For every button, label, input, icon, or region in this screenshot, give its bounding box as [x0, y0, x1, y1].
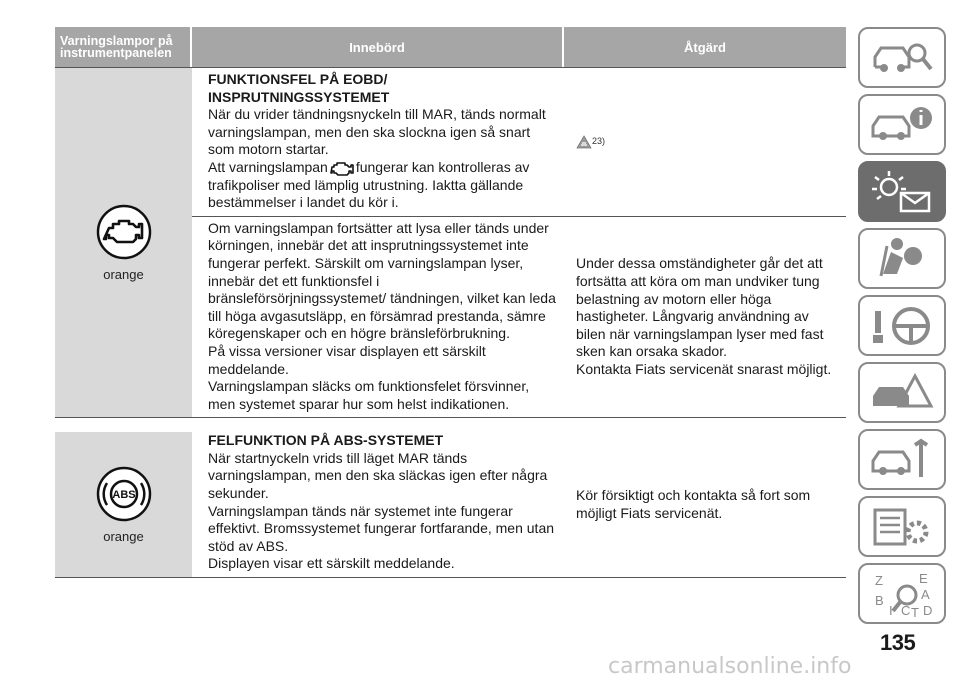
chapter-tabs	[858, 27, 954, 630]
action-cell	[564, 68, 846, 216]
row-text: Om varningslampan fortsätter att lysa eller tänds under körningen, innebär det att insprutningssystemet inte fungerar perfekt. Särskilt om varningslampan lyser, innebär det ett funktionsfel i bränsleförsörjningssystemet/ tändningen, vilket kan leda till höga avgasutsläpp, en försämrad prestanda, sämre köregenskaper och en högre bränsleförbrukning.	[208, 219, 556, 342]
engine-lamp-group	[55, 68, 846, 417]
index-letter: T	[911, 604, 919, 619]
tab-car-info[interactable]	[858, 94, 946, 155]
lamp-color-label: orange	[103, 267, 144, 283]
action-text: Kör försiktigt och kontakta så fort som möjligt Fiats servicenät.	[576, 487, 811, 521]
table-row	[192, 217, 846, 418]
car-service-icon	[867, 435, 937, 485]
row-text-after-icon: fungerar kan kontrolleras av trafikpoliser med lämplig utrustning. Iaktta gällande bestämmelser i landet du kör i.	[208, 158, 530, 211]
action-text: Under dessa omständigheter går det att fortsätta att köra om man undviker tung belastning av motorn eller höga hastigheter. Långvarig användning av bilen när varningslampan lyser med fast sken kan orsaka skador.	[576, 255, 824, 360]
specs-gear-icon	[867, 502, 937, 552]
tab-safety[interactable]	[858, 228, 946, 289]
header-action: Åtgärd	[564, 27, 846, 67]
index-letter: E	[919, 570, 928, 586]
index-letter: D	[923, 602, 933, 618]
car-warning-icon	[867, 368, 937, 418]
meaning-cell	[192, 68, 564, 216]
watermark: carmanualsonline.info	[608, 654, 852, 679]
alphabetical-index-icon	[867, 569, 937, 619]
row-text: Varningslampan släcks om funktionsfelet försvinner, men systemet sparar hur som helst indikationen.	[208, 378, 530, 412]
engine-check-icon	[95, 203, 153, 261]
tab-index[interactable]	[858, 563, 946, 624]
divider	[55, 577, 846, 578]
table-row	[192, 432, 846, 577]
meaning-cell	[192, 217, 564, 418]
car-search-icon	[867, 33, 937, 83]
table-header	[55, 27, 846, 67]
action-text: Kontakta Fiats servicenät snarast möjligt.	[576, 361, 832, 377]
action-cell	[564, 432, 846, 577]
tab-driving[interactable]	[858, 295, 946, 356]
row-text: När du vrider tändningsnyckeln till MAR, tänds normalt varningslampan, men den ska slockna igen så snart som motorn startar.	[208, 106, 546, 158]
lamp-cell	[55, 68, 192, 417]
row-text: Displayen visar ett särskilt meddelande.	[208, 555, 455, 572]
spacer	[55, 418, 846, 432]
row-title: FELFUNKTION PÅ ABS-SYSTEMET	[208, 432, 444, 449]
row-text: Varningslampan tänds när systemet inte fungerar effektivt. Bromssystemet fungerar fortfarande, men utan stöd av ABS.	[208, 502, 555, 554]
meaning-cell	[192, 432, 564, 577]
warning-lights-table	[55, 27, 846, 578]
row-title: FUNKTIONSFEL PÅ EOBD/ INSPRUTNINGSSYSTEMET	[208, 71, 390, 105]
tab-specs[interactable]	[858, 496, 946, 557]
index-letter: C	[901, 602, 911, 618]
index-letter: I	[889, 602, 893, 618]
table-row	[192, 68, 846, 217]
tab-car-search[interactable]	[858, 27, 946, 88]
engine-lamp-rows	[192, 68, 846, 417]
row-text: När startnyckeln vrids till läget MAR tänds varningslampan, men den ska släckas igen efter några sekunder.	[208, 449, 548, 502]
car-info-icon	[867, 100, 937, 150]
index-letter: B	[875, 592, 884, 608]
row-text-before-icon: Att varningslampan	[208, 158, 328, 175]
lamp-color-label: orange	[103, 529, 144, 545]
abs-lamp-rows	[192, 432, 846, 577]
airbag-seat-icon	[867, 234, 937, 284]
lamp-cell	[55, 432, 192, 577]
warning-light-message-icon	[867, 167, 937, 217]
engine-inline-icon	[330, 160, 354, 176]
action-cell	[564, 217, 846, 418]
note-reference: 23)	[592, 136, 606, 147]
tab-maintenance[interactable]	[858, 429, 946, 490]
abs-icon	[95, 465, 153, 523]
tab-warning-lights[interactable]	[858, 161, 946, 222]
warning-triangle-icon	[576, 135, 592, 149]
index-letter: A	[921, 586, 930, 602]
header-lamps-line1: Varningslampor på	[60, 34, 173, 48]
abs-lamp-group	[55, 432, 846, 577]
header-meaning: Innebörd	[192, 27, 564, 67]
steering-wheel-icon	[867, 301, 937, 351]
row-text-inline	[208, 159, 558, 212]
row-text: På vissa versioner visar displayen ett särskilt meddelande.	[208, 342, 486, 377]
abs-icon-text: ABS	[111, 489, 136, 502]
index-letter: Z	[875, 572, 883, 588]
page-number: 135	[880, 630, 916, 655]
header-lamps-line2: instrumentpanelen	[60, 46, 172, 60]
tab-emergency[interactable]	[858, 362, 946, 423]
header-lamps	[55, 27, 192, 67]
